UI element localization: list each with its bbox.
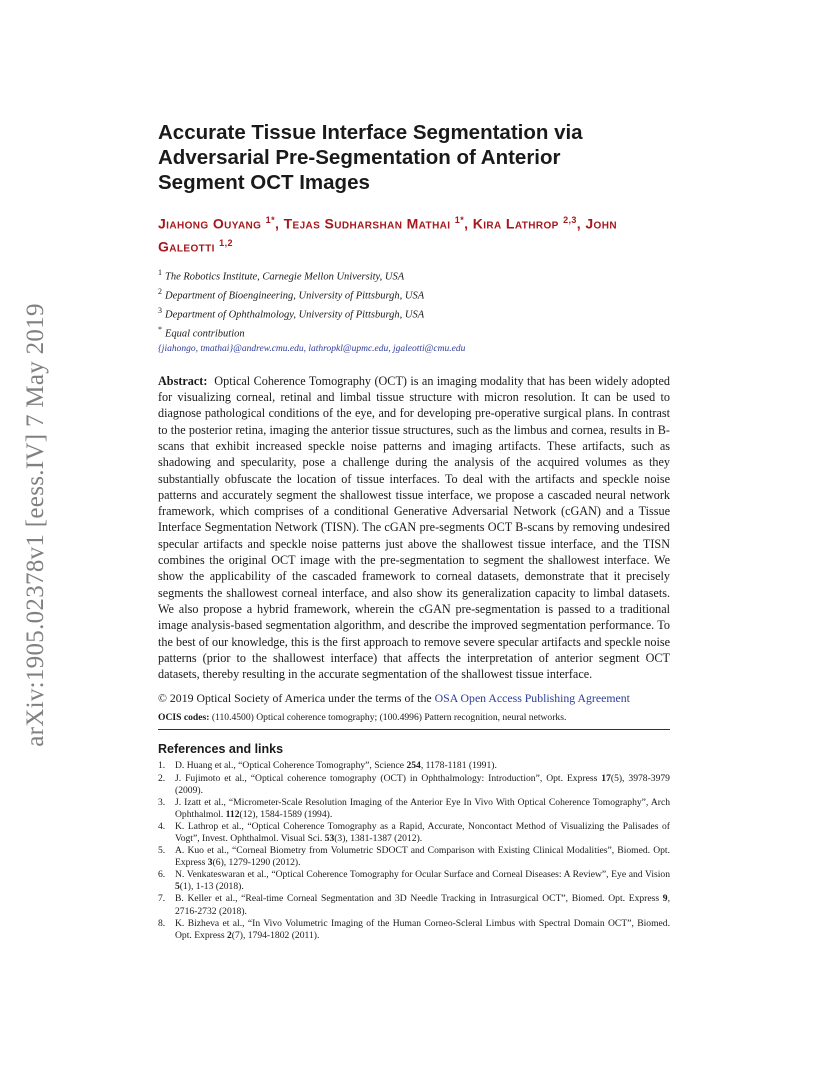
author-list: Jiahong Ouyang $^{1*}$, Tejas Sudharshan Mathai $^{1*}$, Kira Lathrop $^{2,3}$, John Galeotti $^{1,2}$ [158,215,617,255]
reference-item [158,797,670,821]
copyright-notice [158,690,670,706]
reference-text: , 2716-2732 (2018). [175,893,670,917]
reference-text: J. Izatt et al., “Micrometer-Scale Resolution Imaging of the Anterior Eye In Vivo With Optical Coherence Tomography”, Arch Ophthalmol. [175,796,670,820]
affiliation-text: Department of Ophthalmology, University of Pittsburgh, USA [165,309,425,321]
affiliation-text: Department of Bioengineering, University of Pittsburgh, USA [165,290,425,302]
reference-item [158,760,670,772]
affiliation [158,304,670,323]
affiliation-mark: 2 [158,287,162,297]
reference-item [158,773,670,797]
reference-text: (6), 1279-1290 (2012). [212,857,301,869]
title-line: Accurate Tissue Interface Segmentation via [158,121,583,144]
reference-volume: 5 [175,881,180,893]
reference-text: (7), 1794-1802 (2011). [231,929,320,941]
affiliations [158,266,670,357]
reference-text: (3), 1381-1387 (2012). [334,833,423,845]
reference-number: 7. [158,893,166,905]
reference-number: 2. [158,772,166,784]
reference-volume: 254 [406,760,421,772]
arxiv-identifier: arXiv:1905.02378v1 [eess.IV] 7 May 2019 [22,303,49,747]
abstract [158,373,670,683]
reference-volume: 9 [662,893,668,905]
reference-text: (12), 1584-1589 (1994). [239,808,333,820]
reference-number: 5. [158,845,166,857]
arxiv-sidebar [0,0,60,1072]
author-affiliation-mark: 1,2 [219,237,233,248]
reference-number: 8. [158,917,166,929]
author-name: Jiahong Ouyang [158,215,262,232]
reference-text: D. Huang et al., “Optical Coherence Tomography”, Science [175,760,407,772]
affiliation-mark: 1 [158,268,162,278]
affiliation-text: The Robotics Institute, Carnegie Mellon University, USA [165,271,405,283]
reference-number: 3. [158,796,166,808]
author-affiliation-mark: 1* [265,215,275,225]
author-name: John Galeotti [158,215,617,255]
author-name: Kira Lathrop [472,215,559,232]
author-name: Tejas Sudharshan Mathai [283,215,451,232]
affiliation-mark: 3 [158,306,162,316]
ocis-label: OCIS codes: [158,712,210,724]
reference-volume: 53 [324,833,335,845]
reference-text: J. Fujimoto et al., “Optical coherence tomography (OCT) in Ophthalmology: Introduction”, Opt. Express [175,772,602,784]
reference-volume: 17 [601,772,611,784]
reference-list [158,760,670,941]
affiliation-text: Equal contribution [165,328,245,340]
author-emails[interactable]: {jiahongo, tmathai}@andrew.cmu.edu, lathropkl@upmc.edu, jgaleotti@cmu.edu [158,344,466,355]
title-line: Adversarial Pre-Segmentation of Anterior [158,146,561,169]
section-divider [158,729,670,730]
reference-text: B. Keller et al., “Real-time Corneal Segmentation and 3D Needle Tracking in Intrasurgical OCT”, Biomed. Opt. Express [175,893,663,905]
reference-volume: 112 [225,808,240,820]
affiliation [158,285,670,304]
reference-number: 1. [158,760,166,772]
reference-volume: 3 [207,857,213,869]
author-affiliation-mark: 2,3 [563,215,577,225]
affiliation [158,266,670,285]
reference-text: K. Lathrop et al., “Optical Coherence Tomography as a Rapid, Accurate, Noncontact Method of Visualizing the Palisades of Vogt”, Invest. Ophthalmol. Visual Sci. [175,820,670,845]
reference-item [158,869,670,893]
reference-number: 4. [158,820,166,832]
reference-item [158,845,670,869]
reference-number: 6. [158,869,166,881]
copyright-text: © 2019 Optical Society of America under the terms of the [158,691,435,706]
reference-text: K. Bizheva et al., “In Vivo Volumetric Imaging of the Human Corneo-Scleral Limbus with Spectral Domain OCT”, Biomed. Opt. Express [175,917,670,941]
reference-text: , 1178-1181 (1991). [420,760,497,772]
paper-title [158,120,670,195]
references-heading: References and links [158,742,284,757]
affiliation-mark: * [158,325,162,335]
osa-agreement-link[interactable]: OSA Open Access Publishing Agreement [434,691,630,706]
abstract-label: Abstract: [158,373,208,388]
ocis-codes [158,711,670,725]
author-affiliation-mark: 1* [454,215,465,225]
reference-item [158,918,670,942]
ocis-text: (110.4500) Optical coherence tomography; (100.4996) Pattern recognition, neural networks. [209,712,567,724]
reference-text: A. Kuo et al., “Corneal Biometry from Volumetric SDOCT and Comparison with Existing Clinical Modalities”, Biomed. Opt. Express [175,845,670,869]
reference-text: (5), 3978-3979 (2009). [175,772,670,796]
reference-text: N. Venkateswaran et al., “Optical Coherence Tomography for Ocular Surface and Corneal Diseases: A Review”, Eye and Vision [175,869,670,881]
reference-text: (1), 1-13 (2018). [179,881,244,893]
title-line: Segment OCT Images [158,171,370,194]
reference-item [158,821,670,845]
reference-volume: 2 [226,929,232,941]
reference-item [158,893,670,917]
paper-first-page [158,120,670,942]
abstract-text: Optical Coherence Tomography (OCT) is an imaging modality that has been widely adopted for visualizing corneal, retinal and limbal tissue structure with micron resolution. It can be used to diagnose pathological conditions of the eye, and for developing pre-operative surgical plans. In contrast to the posterior retina, imaging the anterior tissue structures, such as the limbus and cornea, results in B-scans that exhibit increased speckle noise patterns and imaging artifacts. These artifacts, such as shadowing and specularity, pose a challenge during the analysis of the acquired volumes as they substantially obfuscate the location of tissue interfaces. To deal with the artifacts and speckle noise patterns and accurately segment the shallowest tissue interface, we propose a cascaded neural network framework, which comprises of a conditional Generative Adversarial Network (cGAN) and a Tissue Interface Segmentation Network (TISN). The cGAN pre-segments OCT B-scans by removing undesired specular artifacts and speckle noise patterns just above the shallowest tissue interface, and the TISN combines the original OCT image with the pre-segmentation to segment the shallowest interface. We show the applicability of the cascaded framework to corneal datasets, demonstrate that it precisely segments the shallowest corneal interface, and also show its generalization capacity to limbal datasets. We also propose a hybrid framework, wherein the cGAN pre-segmentation is passed to a traditional image analysis-based segmentation algorithm, and describe the improved segmentation performance. To the best of our knowledge, this is the first approach to remove severe specular artifacts and speckle noise patterns (prior to the shallowest interface) that affects the interpretation of anterior segment OCT datasets, thereby resulting in the accurate segmentation of the shallowest tissue interface. [158,373,671,682]
affiliation [158,323,670,342]
